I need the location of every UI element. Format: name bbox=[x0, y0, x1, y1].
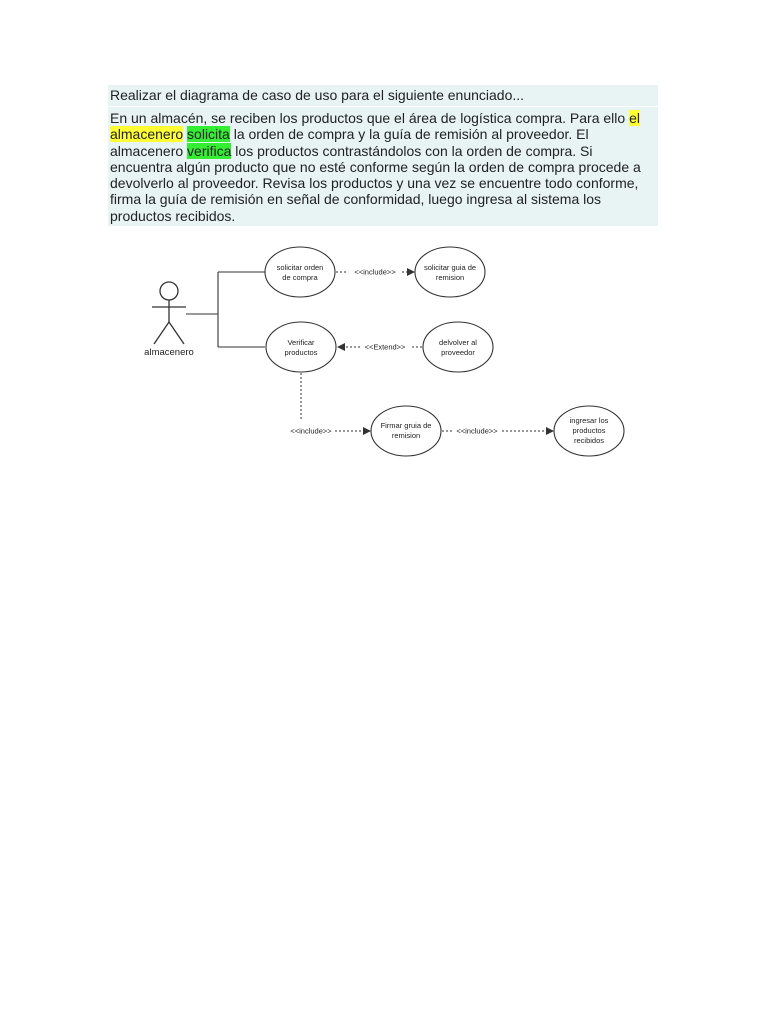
statement-panel bbox=[108, 85, 658, 226]
statement-text-3: la orden de compra y la guía de remisión al proveedor. El almacenero bbox=[110, 126, 589, 159]
statement-text-1: En un almacén, se reciben los productos que el área de logística compra. Para ello bbox=[110, 110, 630, 126]
actor-label: almacenero bbox=[144, 347, 194, 358]
actor-figure bbox=[152, 282, 186, 344]
associations bbox=[186, 272, 265, 347]
usecase-verificar-line2: productos bbox=[284, 348, 318, 357]
usecase-ingresar-line3: recibidos bbox=[573, 436, 605, 445]
usecase-solicitar-orden-line2: de compra bbox=[282, 273, 318, 282]
usecase-verificar-line1: Verificar bbox=[287, 338, 315, 347]
highlight-verb-verifica: verifica bbox=[187, 142, 232, 159]
usecase-devolver-line2: proveedor bbox=[441, 348, 475, 357]
highlight-verb-solicita: solicita bbox=[187, 126, 230, 143]
usecase-verificar bbox=[266, 322, 336, 372]
usecase-solicitar-orden bbox=[265, 247, 335, 297]
include-3-label: <<include>> bbox=[456, 426, 498, 436]
usecase-devolver-line1: delvolver al bbox=[439, 338, 477, 347]
usecase-ingresar-line1: ingresar los bbox=[569, 416, 609, 425]
statement-text-4: los productos contrastándolos con la orden de compra. Si encuentra algún producto que no esté conforme según la orden de compra procede a devolverlo al proveedor. Revisa los productos y una vez se encuentre todo conforme, firma la guía de remisión en señal de conformidad, luego ingresa al sistema los productos recibidos. bbox=[110, 142, 641, 224]
extend-1-label: <<Extend>> bbox=[364, 342, 406, 352]
highlight-actor: el almacenero bbox=[110, 110, 640, 143]
usecase-solicitar-guia-line2: remision bbox=[435, 273, 465, 282]
usecase-solicitar-guia bbox=[415, 247, 485, 297]
usecase-firmar-line1: Firmar gruia de bbox=[380, 421, 432, 430]
usecase-solicitar-orden-line1: solicitar orden bbox=[276, 263, 324, 272]
actor-right-leg bbox=[169, 322, 184, 344]
usecase-devolver bbox=[423, 322, 493, 372]
statement-heading: Realizar el diagrama de caso de uso para el siguiente enunciado... bbox=[108, 85, 658, 107]
use-case-diagram bbox=[112, 234, 656, 474]
usecase-ingresar-line2: productos bbox=[572, 426, 606, 435]
diagram-svg bbox=[112, 234, 656, 474]
actor-left-leg bbox=[154, 322, 169, 344]
actor-head bbox=[160, 282, 178, 300]
usecase-firmar-line2: remision bbox=[391, 431, 421, 440]
include-2-label: <<include>> bbox=[290, 426, 332, 436]
include-1-label: <<include>> bbox=[354, 267, 396, 277]
usecase-solicitar-guia-line1: solicitar guia de bbox=[423, 263, 477, 272]
statement-body bbox=[108, 107, 658, 226]
